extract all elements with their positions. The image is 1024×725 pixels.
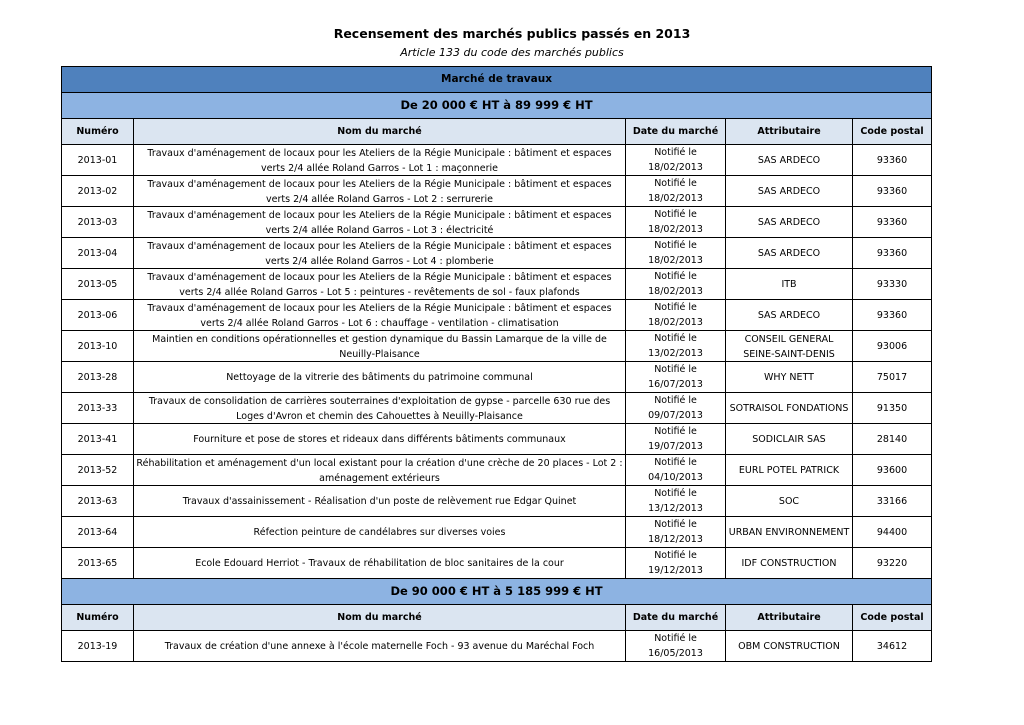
- cell-nom-text: Ecole Edouard Herriot - Travaux de réhabilitation de bloc sanitaires de la cour: [195, 557, 564, 569]
- column-header-code-postal: Code postal: [853, 605, 932, 631]
- section-band: [62, 579, 932, 605]
- cell-date-status: Notifié le: [654, 271, 697, 282]
- cell-date-status: Notifié le: [654, 395, 697, 406]
- cell-date: [626, 455, 726, 486]
- cell-date: [626, 145, 726, 176]
- cell-date-status: Notifié le: [654, 488, 697, 499]
- cell-nom: [134, 548, 626, 579]
- table-row: [62, 207, 932, 238]
- section-band: [62, 93, 932, 119]
- cell-attributaire: [726, 631, 853, 662]
- table-row: [62, 548, 932, 579]
- cell-numero: 2013-65: [62, 548, 134, 579]
- section-label: De 20 000 € HT à 89 999 € HT: [62, 93, 932, 119]
- cell-date-value: 18/02/2013: [648, 162, 703, 173]
- cell-code-postal: 93360: [853, 207, 932, 238]
- cell-attributaire-text: IDF CONSTRUCTION: [741, 557, 837, 569]
- cell-attributaire: [726, 176, 853, 207]
- cell-attributaire-text: SAS ARDECO: [757, 247, 821, 259]
- cell-nom: [134, 517, 626, 548]
- cell-attributaire-text: SODICLAIR SAS: [752, 433, 826, 445]
- cell-code-postal: 75017: [853, 362, 932, 393]
- cell-date-value: 18/12/2013: [648, 534, 703, 545]
- cell-attributaire: [726, 238, 853, 269]
- cell-date: [626, 486, 726, 517]
- cell-attributaire-text: SOC: [778, 495, 800, 507]
- table-row: [62, 631, 932, 662]
- cell-code-postal: 93360: [853, 238, 932, 269]
- cell-numero: 2013-05: [62, 269, 134, 300]
- cell-date-value: 18/02/2013: [648, 317, 703, 328]
- cell-date-status: Notifié le: [654, 209, 697, 220]
- cell-nom-text: Réhabilitation et aménagement d'un local existant pour la création d'une crèche de 20 places - Lot 2 : aménagement extérieurs: [136, 458, 623, 484]
- cell-attributaire-text: SAS ARDECO: [757, 309, 821, 321]
- cell-code-postal: 28140: [853, 424, 932, 455]
- cell-nom-text: Travaux d'aménagement de locaux pour les Ateliers de la Régie Municipale : bâtiment et espaces verts 2/4 allée Roland Garros - Lot 1 : maçonnerie: [147, 148, 612, 174]
- table-row: [62, 486, 932, 517]
- column-header-code-postal: Code postal: [853, 119, 932, 145]
- cell-code-postal: 33166: [853, 486, 932, 517]
- cell-date-value: 18/02/2013: [648, 224, 703, 235]
- table-row: [62, 455, 932, 486]
- cell-date: [626, 300, 726, 331]
- cell-date-status: Notifié le: [654, 364, 697, 375]
- cell-nom-text: Travaux de consolidation de carrières souterraines d'exploitation de gypse - parcelle 630 rue des Loges d'Avron et chemin des Cahouettes à Neuilly-Plaisance: [148, 396, 611, 422]
- cell-nom: [134, 207, 626, 238]
- table-row: [62, 393, 932, 424]
- cell-numero: 2013-19: [62, 631, 134, 662]
- cell-attributaire: [726, 362, 853, 393]
- cell-date: [626, 424, 726, 455]
- document-subtitle: Article 133 du code des marchés publics: [400, 46, 624, 59]
- cell-attributaire: [726, 300, 853, 331]
- cell-numero: 2013-64: [62, 517, 134, 548]
- cell-nom-text: Travaux de création d'une annexe à l'école maternelle Foch - 93 avenue du Maréchal Foch: [164, 640, 595, 652]
- cell-attributaire-text: WHY NETT: [764, 371, 814, 383]
- cell-nom: [134, 145, 626, 176]
- cell-date-status: Notifié le: [654, 550, 697, 561]
- cell-numero: 2013-52: [62, 455, 134, 486]
- cell-date-status: Notifié le: [654, 519, 697, 530]
- cell-date: [626, 269, 726, 300]
- column-header-row: [62, 119, 932, 145]
- cell-nom-text: Travaux d'aménagement de locaux pour les Ateliers de la Régie Municipale : bâtiment et espaces verts 2/4 allée Roland Garros - Lot 3 : électricité: [147, 210, 612, 236]
- cell-date: [626, 631, 726, 662]
- cell-numero: 2013-41: [62, 424, 134, 455]
- cell-date-value: 09/07/2013: [648, 410, 703, 421]
- cell-attributaire-text: SOTRAISOL FONDATIONS: [729, 402, 849, 414]
- table-row: [62, 269, 932, 300]
- column-header-date: Date du marché: [626, 605, 726, 631]
- column-header-nom: Nom du marché: [134, 119, 626, 145]
- cell-nom-text: Travaux d'aménagement de locaux pour les Ateliers de la Régie Municipale : bâtiment et espaces verts 2/4 allée Roland Garros - Lot 2 : serrurerie: [147, 179, 612, 205]
- cell-date: [626, 176, 726, 207]
- column-header-numero: Numéro: [62, 119, 134, 145]
- cell-nom-text: Nettoyage de la vitrerie des bâtiments du patrimoine communal: [226, 371, 533, 383]
- table-row: [62, 424, 932, 455]
- cell-attributaire-text: SAS ARDECO: [757, 216, 821, 228]
- document-title: Recensement des marchés publics passés en 2013: [333, 26, 691, 41]
- cell-attributaire-text: URBAN ENVIRONNEMENT: [728, 526, 850, 538]
- cell-nom-text: Travaux d'assainissement - Réalisation d'un poste de relèvement rue Edgar Quinet: [182, 495, 577, 507]
- cell-attributaire: [726, 269, 853, 300]
- cell-nom: [134, 424, 626, 455]
- cell-code-postal: 34612: [853, 631, 932, 662]
- cell-attributaire-text: SAS ARDECO: [757, 185, 821, 197]
- cell-attributaire: [726, 393, 853, 424]
- cell-date: [626, 207, 726, 238]
- cell-date: [626, 238, 726, 269]
- cell-nom-text: Fourniture et pose de stores et rideaux dans différents bâtiments communaux: [193, 433, 566, 445]
- table-row: [62, 145, 932, 176]
- cell-code-postal: 93220: [853, 548, 932, 579]
- cell-numero: 2013-04: [62, 238, 134, 269]
- cell-code-postal: 91350: [853, 393, 932, 424]
- cell-numero: 2013-33: [62, 393, 134, 424]
- cell-date-status: Notifié le: [654, 302, 697, 313]
- cell-nom-text: Maintien en conditions opérationnelles et gestion dynamique du Bassin Lamarque de la ville de Neuilly-Plaisance: [152, 334, 607, 360]
- column-header-nom: Nom du marché: [134, 605, 626, 631]
- cell-date-value: 19/07/2013: [648, 441, 703, 452]
- cell-numero: 2013-01: [62, 145, 134, 176]
- cell-attributaire: [726, 455, 853, 486]
- cell-code-postal: 93006: [853, 331, 932, 362]
- cell-attributaire-text: CONSEIL GENERAL SEINE-SAINT-DENIS: [743, 334, 835, 360]
- cell-nom-text: Travaux d'aménagement de locaux pour les Ateliers de la Régie Municipale : bâtiment et espaces verts 2/4 allée Roland Garros - Lot 6 : chauffage - ventilation - climatisation: [147, 303, 612, 329]
- table-row: [62, 362, 932, 393]
- cell-date-value: 19/12/2013: [648, 565, 703, 576]
- cell-date-value: 18/02/2013: [648, 286, 703, 297]
- cell-numero: 2013-28: [62, 362, 134, 393]
- category-band: [62, 67, 932, 93]
- table-row: [62, 517, 932, 548]
- cell-code-postal: 93360: [853, 145, 932, 176]
- cell-date-status: Notifié le: [654, 457, 697, 468]
- cell-attributaire-text: ITB: [781, 278, 797, 290]
- cell-nom: [134, 393, 626, 424]
- cell-numero: 2013-63: [62, 486, 134, 517]
- cell-nom: [134, 300, 626, 331]
- cell-attributaire: [726, 548, 853, 579]
- cell-date: [626, 331, 726, 362]
- cell-numero: 2013-10: [62, 331, 134, 362]
- contracts-table: [61, 66, 932, 662]
- cell-attributaire-text: EURL POTEL PATRICK: [738, 464, 840, 476]
- cell-nom-text: Travaux d'aménagement de locaux pour les Ateliers de la Régie Municipale : bâtiment et espaces verts 2/4 allée Roland Garros - Lot 4 : plomberie: [147, 241, 612, 267]
- cell-date-value: 18/02/2013: [648, 193, 703, 204]
- cell-date-value: 13/12/2013: [648, 503, 703, 514]
- cell-nom: [134, 631, 626, 662]
- cell-attributaire: [726, 517, 853, 548]
- cell-nom: [134, 455, 626, 486]
- cell-code-postal: 93330: [853, 269, 932, 300]
- cell-date-value: 04/10/2013: [648, 472, 703, 483]
- cell-date-status: Notifié le: [654, 240, 697, 251]
- cell-numero: 2013-02: [62, 176, 134, 207]
- cell-date: [626, 393, 726, 424]
- cell-attributaire: [726, 486, 853, 517]
- section-label: De 90 000 € HT à 5 185 999 € HT: [62, 579, 932, 605]
- cell-attributaire: [726, 331, 853, 362]
- cell-nom: [134, 176, 626, 207]
- table-row: [62, 176, 932, 207]
- cell-numero: 2013-06: [62, 300, 134, 331]
- column-header-row: [62, 605, 932, 631]
- cell-attributaire: [726, 207, 853, 238]
- cell-nom: [134, 362, 626, 393]
- cell-date: [626, 362, 726, 393]
- cell-nom: [134, 331, 626, 362]
- cell-nom: [134, 486, 626, 517]
- cell-date-status: Notifié le: [654, 633, 697, 644]
- column-header-attributaire: Attributaire: [726, 119, 853, 145]
- cell-date-value: 16/05/2013: [648, 648, 703, 659]
- table-row: [62, 238, 932, 269]
- cell-code-postal: 93360: [853, 176, 932, 207]
- cell-date: [626, 517, 726, 548]
- cell-date-status: Notifié le: [654, 147, 697, 158]
- cell-date-value: 18/02/2013: [648, 255, 703, 266]
- column-header-attributaire: Attributaire: [726, 605, 853, 631]
- cell-date-value: 13/02/2013: [648, 348, 703, 359]
- cell-numero: 2013-03: [62, 207, 134, 238]
- cell-nom-text: Travaux d'aménagement de locaux pour les Ateliers de la Régie Municipale : bâtiment et espaces verts 2/4 allée Roland Garros - Lot 5 : peintures - revêtements de sol - faux plafonds: [147, 272, 612, 298]
- cell-code-postal: 93360: [853, 300, 932, 331]
- cell-code-postal: 93600: [853, 455, 932, 486]
- cell-attributaire: [726, 424, 853, 455]
- cell-date-status: Notifié le: [654, 426, 697, 437]
- cell-nom-text: Réfection peinture de candélabres sur diverses voies: [253, 526, 506, 538]
- column-header-date: Date du marché: [626, 119, 726, 145]
- table-row: [62, 331, 932, 362]
- cell-date-status: Notifié le: [654, 178, 697, 189]
- category-label: Marché de travaux: [62, 67, 932, 93]
- cell-nom: [134, 269, 626, 300]
- cell-date-value: 16/07/2013: [648, 379, 703, 390]
- cell-date-status: Notifié le: [654, 333, 697, 344]
- column-header-numero: Numéro: [62, 605, 134, 631]
- cell-nom: [134, 238, 626, 269]
- cell-code-postal: 94400: [853, 517, 932, 548]
- cell-attributaire-text: SAS ARDECO: [757, 154, 821, 166]
- table-row: [62, 300, 932, 331]
- cell-attributaire-text: OBM CONSTRUCTION: [738, 640, 840, 652]
- cell-attributaire: [726, 145, 853, 176]
- cell-date: [626, 548, 726, 579]
